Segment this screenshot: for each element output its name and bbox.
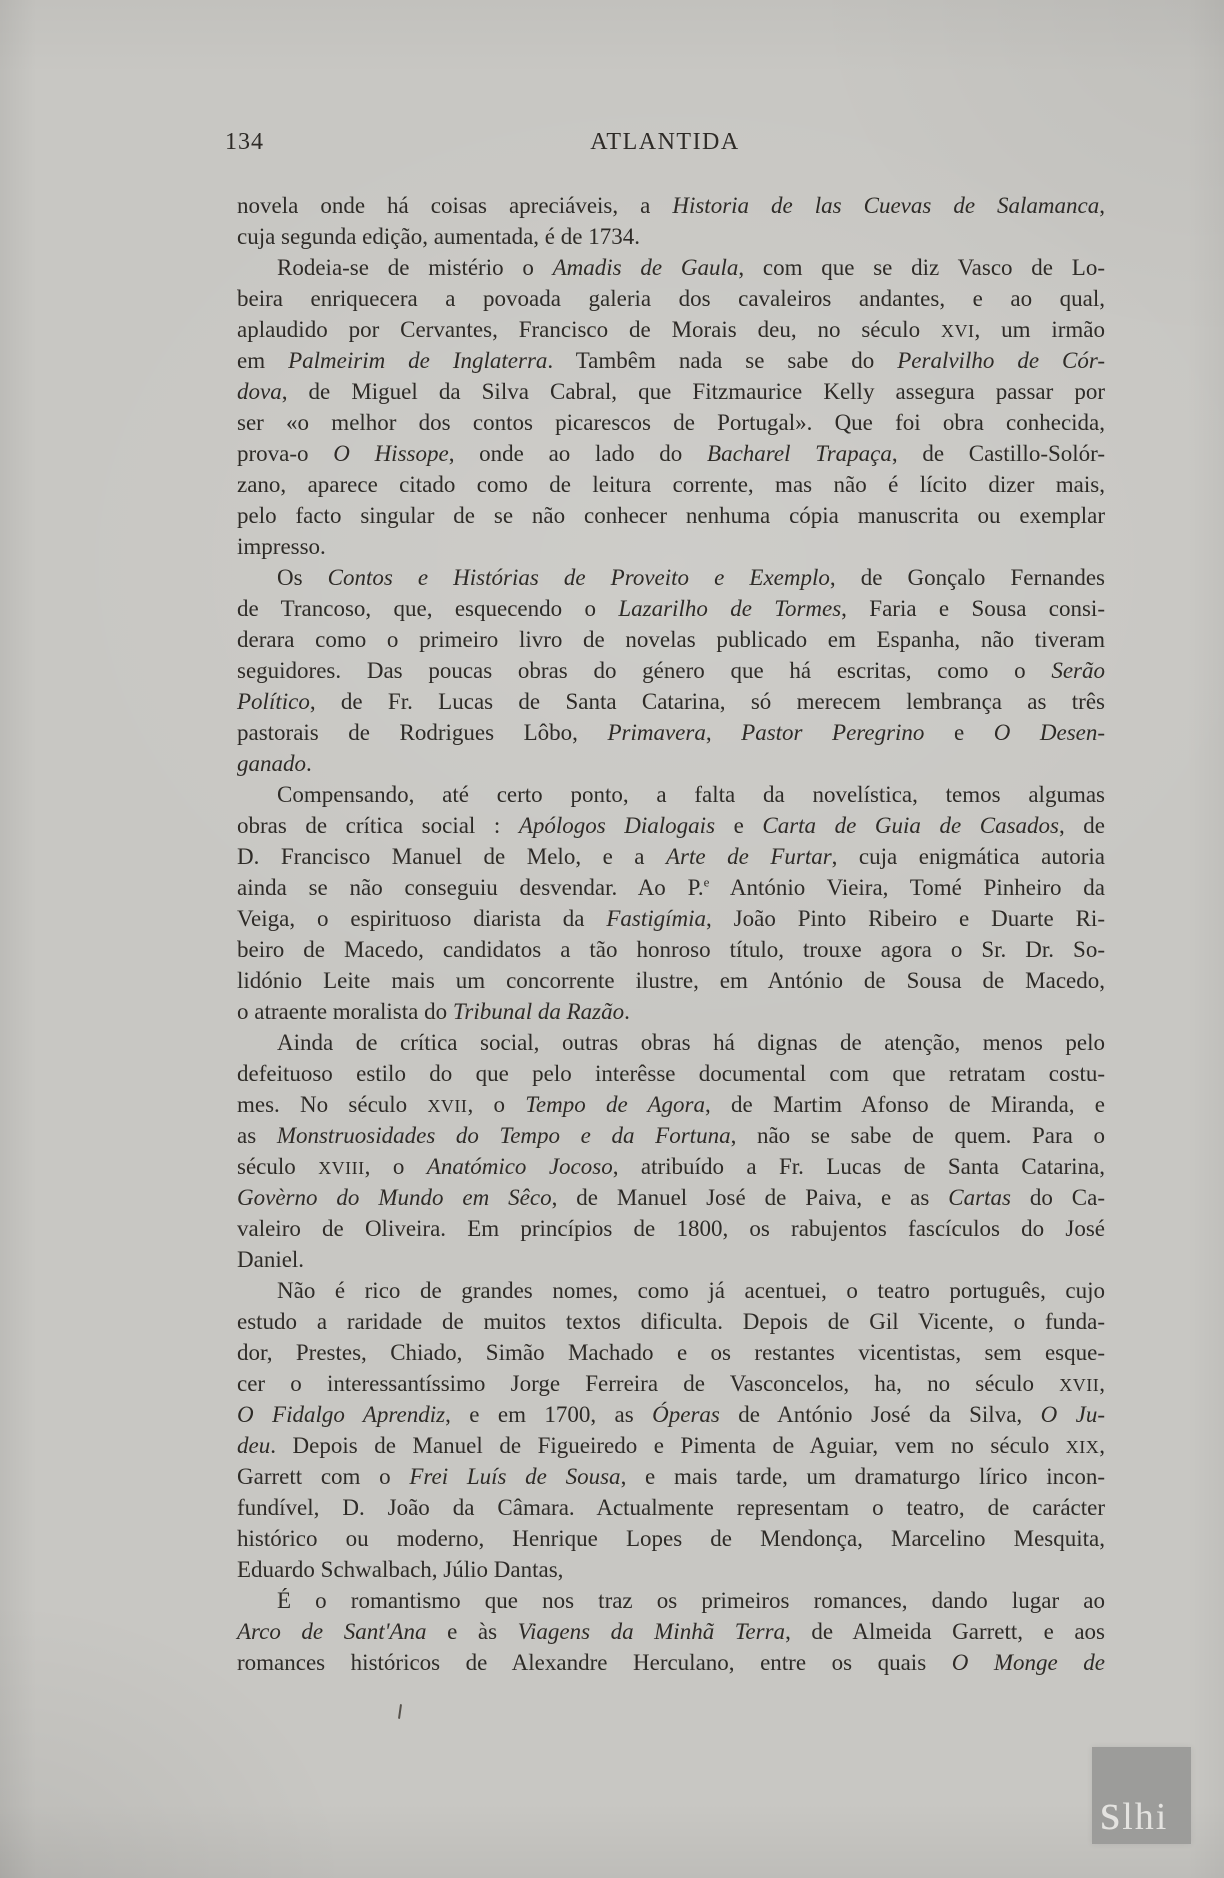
text-line: dova, de Miguel da Silva Cabral, que Fitzmaurice Kelly assegura passar por: [237, 379, 1105, 404]
text-line: deu. Depois de Manuel de Figueiredo e Pimenta de Aguiar, vem no século XIX,: [237, 1433, 1105, 1458]
text-line: de Trancoso, que, esquecendo o Lazarilho de Tormes, Faria e Sousa consi-: [237, 596, 1105, 621]
text-line: mes. No século XVII, o Tempo de Agora, de Martim Afonso de Miranda, e: [237, 1092, 1106, 1117]
scan-artifact: [398, 1704, 402, 1719]
text-line: em Palmeirim de Inglaterra. Tambêm nada se sabe do Peralvilho de Cór-: [237, 348, 1106, 373]
text-line: cer o interessantíssimo Jorge Ferreira de Vasconcelos, ha, no século XVII,: [237, 1371, 1105, 1396]
text-line: beiro de Macedo, candidatos a tão honroso título, trouxe agora o Sr. Dr. So-: [237, 937, 1105, 962]
text-line: É o romantismo que nos traz os primeiros romances, dando lugar ao: [277, 1588, 1105, 1613]
text-line: seguidores. Das poucas obras do género que há escritas, como o Serão: [237, 658, 1105, 683]
page-number: 134: [225, 129, 264, 155]
text-line: derara como o primeiro livro de novelas publicado em Espanha, não tiveram: [237, 627, 1105, 652]
text-line: zano, aparece citado como de leitura corrente, mas não é lícito dizer mais,: [237, 472, 1105, 497]
text-line: Político, de Fr. Lucas de Santa Catarina, só merecem lembrança as três: [237, 689, 1105, 714]
page-header: [225, 130, 1105, 158]
text-line: valeiro de Oliveira. Em princípios de 1800, os rabujentos fascículos do José: [237, 1216, 1105, 1241]
slhi-watermark: [1092, 1747, 1191, 1844]
text-line: Compensando, até certo ponto, a falta da novelística, temos algumas: [277, 782, 1105, 807]
text-line: impresso.: [237, 534, 326, 559]
text-line: Eduardo Schwalbach, Júlio Dantas,: [237, 1557, 564, 1582]
text-line: romances históricos de Alexandre Herculano, entre os quais O Monge de: [237, 1650, 1105, 1675]
text-line: aplaudido por Cervantes, Francisco de Morais deu, no século XVI, um irmão: [237, 317, 1105, 342]
text-line: Os Contos e Histórias de Proveito e Exemplo, de Gonçalo Fernandes: [277, 565, 1105, 590]
text-line: ganado.: [237, 751, 312, 776]
text-line: Não é rico de grandes nomes, como já acentuei, o teatro português, cujo: [277, 1278, 1105, 1303]
text-line: defeituoso estilo do que pelo interêsse documental com que retratam costu-: [237, 1061, 1105, 1086]
text-line: D. Francisco Manuel de Melo, e a Arte de Furtar, cuja enigmática autoria: [237, 844, 1105, 869]
text-line: pastorais de Rodrigues Lôbo, Primavera, Pastor Peregrino e O Desen-: [237, 720, 1106, 745]
slhi-watermark-text: slhi: [1100, 1784, 1169, 1841]
text-block: [237, 190, 1105, 1678]
text-line: lidónio Leite mais um concorrente ilustre, em António de Sousa de Macedo,: [237, 968, 1105, 993]
text-line: pelo facto singular de se não conhecer nenhuma cópia manuscrita ou exemplar: [237, 503, 1105, 528]
text-line: Garrett com o Frei Luís de Sousa, e mais tarde, um dramaturgo lírico incon-: [237, 1464, 1105, 1489]
text-line: fundível, D. João da Câmara. Actualmente representam o teatro, de carácter: [237, 1495, 1105, 1520]
text-line: histórico ou moderno, Henrique Lopes de Mendonça, Marcelino Mesquita,: [237, 1526, 1105, 1551]
text-line: ainda se não conseguiu desvendar. Ao P.$^e$ António Vieira, Tomé Pinheiro da: [237, 874, 1105, 900]
text-line: prova-o O Hissope, onde ao lado do Bacharel Trapaça, de Castillo-Solór-: [237, 441, 1106, 466]
text-line: cuja segunda edição, aumentada, é de 1734.: [237, 224, 640, 249]
text-line: as Monstruosidades do Tempo e da Fortuna, não se sabe de quem. Para o: [237, 1123, 1105, 1148]
text-line: o atraente moralista do Tribunal da Razão.: [237, 999, 630, 1024]
journal-title: ATLANTIDA: [590, 129, 740, 155]
text-line: Veiga, o espirituoso diarista da Fastigímia, João Pinto Ribeiro e Duarte Ri-: [237, 906, 1105, 931]
text-line: obras de crítica social : Apólogos Dialogais e Carta de Guia de Casados, de: [237, 813, 1105, 838]
text-line: estudo a raridade de muitos textos dificulta. Depois de Gil Vicente, o funda-: [237, 1309, 1105, 1334]
text-line: dor, Prestes, Chiado, Simão Machado e os restantes vicentistas, sem esque-: [237, 1340, 1105, 1365]
text-line: Daniel.: [237, 1247, 305, 1272]
text-line: Govèrno do Mundo em Sêco, de Manuel José de Paiva, e as Cartas do Ca-: [237, 1185, 1105, 1210]
text-line: novela onde há coisas apreciáveis, a Historia de las Cuevas de Salamanca,: [237, 193, 1105, 218]
text-line: O Fidalgo Aprendiz, e em 1700, as Óperas de António José da Silva, O Ju-: [237, 1402, 1105, 1427]
text-line: Ainda de crítica social, outras obras há dignas de atenção, menos pelo: [277, 1030, 1105, 1055]
text-line: ser «o melhor dos contos picarescos de Portugal». Que foi obra conhecida,: [237, 410, 1105, 435]
text-line: Rodeia-se de mistério o Amadis de Gaula, com que se diz Vasco de Lo-: [277, 255, 1105, 280]
text-line: século XVIII, o Anatómico Jocoso, atribuído a Fr. Lucas de Santa Catarina,: [237, 1154, 1106, 1179]
text-line: beira enriquecera a povoada galeria dos cavaleiros andantes, e ao qual,: [237, 286, 1105, 311]
text-line: Arco de Sant'Ana e às Viagens da Minhã Terra, de Almeida Garrett, e aos: [237, 1619, 1106, 1644]
